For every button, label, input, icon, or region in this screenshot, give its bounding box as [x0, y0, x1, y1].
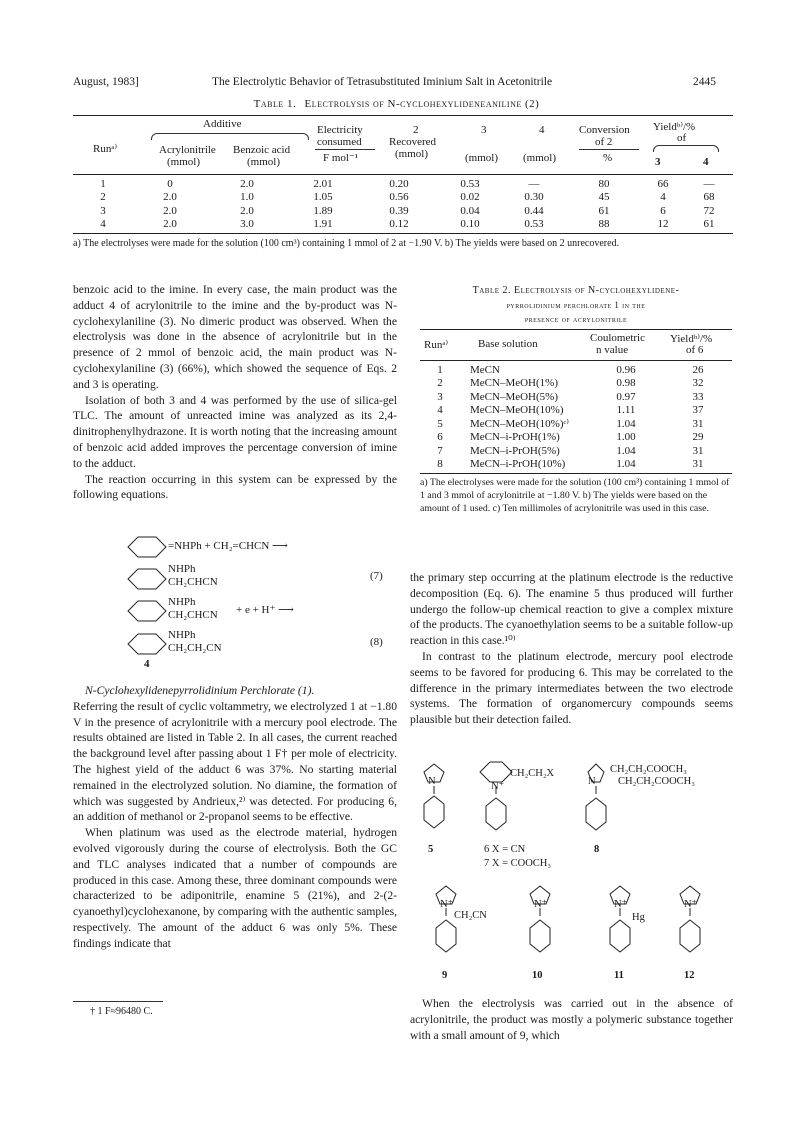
t1-additive-brace — [151, 133, 309, 140]
table2-caption-line3: presence of acrylonitrile — [524, 314, 628, 324]
table1-cell: 88 — [598, 218, 610, 231]
struct9-sub: CH₂CN — [454, 910, 487, 921]
table2-cell: 29 — [692, 431, 704, 444]
footnote-rule — [73, 1001, 163, 1002]
struct9-label: 9 — [442, 970, 448, 981]
t1-head-benzoic-unit: (mmol) — [247, 156, 280, 168]
table2-cell: 0.96 — [616, 363, 636, 376]
t1-head-4-unit: (mmol) — [523, 152, 556, 164]
eq8-compound-label: 4 — [144, 658, 150, 670]
struct5-label: 5 — [428, 844, 434, 855]
table2-row — [420, 404, 732, 418]
struct8-n: N — [588, 776, 596, 787]
table2 — [420, 329, 732, 515]
table2-row — [420, 431, 732, 445]
left-paragraph-3: The reaction occurring in this system can be expressed by the following equations. — [73, 472, 397, 502]
table2-cell: 7 — [437, 444, 443, 457]
eq8-tail: + e + H⁺ ⟶ — [236, 604, 294, 616]
table2-cell: 37 — [692, 404, 704, 417]
t2-head-coul1: Coulometric — [590, 332, 645, 344]
table1-cell: 1.91 — [313, 218, 333, 231]
table2-row — [420, 458, 732, 472]
struct10-label: 10 — [532, 970, 543, 981]
table1-cell: 0.02 — [460, 191, 480, 204]
t1-head-electricity-unit: F mol⁻¹ — [323, 152, 359, 164]
header-title: The Electrolytic Behavior of Tetrasubstituted Iminium Salt in Acetonitrile — [212, 76, 553, 88]
table2-cell: 31 — [692, 458, 704, 471]
table1-cell: 2.0 — [163, 218, 177, 231]
t1-electricity-rule — [315, 149, 375, 150]
table1 — [73, 115, 733, 250]
table1-cell: 0.04 — [460, 204, 480, 217]
table2-cell: MeCN — [470, 363, 500, 376]
struct9-n: N⁺ — [440, 899, 454, 910]
t1-head-yield: Yieldᵇ⁾/% — [653, 121, 696, 133]
left-column-bottom — [73, 683, 397, 952]
t2-head-base: Base solution — [478, 338, 538, 350]
struct12-n: N⁺ — [684, 899, 698, 910]
struct6-label: 6 X = CN — [484, 844, 526, 855]
table2-cell: 0.97 — [616, 390, 636, 403]
table1-cell: 0.53 — [524, 218, 544, 231]
table2-cell: 1.04 — [616, 458, 636, 471]
struct11-label: 11 — [614, 970, 624, 981]
struct7-label: 7 X = COOCH₃ — [484, 858, 552, 869]
table2-cell: MeCN–i-PrOH(10%) — [470, 458, 566, 471]
struct8-sub-b: CH₂CH₂COOCH₃ — [618, 776, 695, 787]
table1-cell: — — [528, 177, 540, 190]
table1-cell: 2 — [100, 191, 106, 204]
table1-row — [73, 218, 733, 232]
table1-cell: 68 — [703, 191, 715, 204]
table1-body — [73, 177, 733, 231]
table2-caption — [420, 284, 732, 326]
t1-head-additive: Additive — [203, 118, 242, 130]
table1-cell: 0.12 — [389, 218, 409, 231]
t1-head-electricity2: consumed — [317, 136, 362, 148]
table2-cell: 8 — [437, 458, 443, 471]
table2-cell: MeCN–i-PrOH(1%) — [470, 431, 560, 444]
table2-row — [420, 377, 732, 391]
eq8-sub1: NHPh — [168, 596, 196, 608]
t1-head-run: Runᵃ⁾ — [93, 143, 118, 155]
table1-cell: 1.89 — [313, 204, 333, 217]
cyclohexane-rings — [118, 534, 170, 674]
table2-cell: 1.11 — [616, 404, 636, 417]
t1-head-recovered-unit: (mmol) — [395, 148, 428, 160]
t1-head-4: 4 — [539, 124, 545, 136]
table1-cell: 61 — [598, 204, 610, 217]
table1-title: Electrolysis of N-cyclohexylideneaniline (2) — [304, 98, 540, 110]
table2-row — [420, 417, 732, 431]
table1-cell: 12 — [657, 218, 669, 231]
table1-cell: 3 — [100, 204, 106, 217]
equations-block — [118, 534, 398, 674]
t2-head-run: Runᵃ⁾ — [424, 339, 449, 351]
table2-cell: 33 — [692, 390, 704, 403]
table1-cell: 2.0 — [240, 177, 254, 190]
table1-cell: 45 — [598, 191, 610, 204]
right-paragraph-2: In contrast to the platinum electrode, mercury pool electrode seems to be favored for producing 6. This may be correlated to the difference in the primary intermediates between the two electrode systems. The formation of organomercury compounds seems plausible but their detection failed. — [410, 649, 733, 727]
table1-cell: 2.0 — [163, 204, 177, 217]
table2-cell: 26 — [692, 363, 704, 376]
t1-head-benzoic: Benzoic acid — [233, 144, 291, 156]
table1-cell: — — [703, 177, 715, 190]
table1-cell: 0.39 — [389, 204, 409, 217]
table2-cell: 0.98 — [616, 377, 636, 390]
table1-cell: 1.05 — [313, 191, 333, 204]
table2-row — [420, 363, 732, 377]
page-number: 2445 — [693, 76, 716, 88]
table2-cell: 1.04 — [616, 417, 636, 430]
table1-label: Table 1. — [253, 98, 297, 110]
table1-cell: 1.0 — [240, 191, 254, 204]
table2-row — [420, 444, 732, 458]
table2-body — [420, 363, 732, 471]
table2-caption-line2: pyrrolidinium perchlorate 1 in the — [506, 300, 646, 310]
t1-conversion-rule — [579, 149, 639, 150]
eq8-number: (8) — [370, 636, 383, 648]
t2-head-yield1: Yieldᵇ⁾/% — [670, 333, 713, 345]
table1-cell: 4 — [660, 191, 666, 204]
t1-head-acryl: Acrylonitrile — [159, 144, 216, 156]
table2-cell: MeCN–i-PrOH(5%) — [470, 444, 560, 457]
t1-head-3: 3 — [481, 124, 487, 136]
table1-cell: 0.10 — [460, 218, 480, 231]
table1-cell: 66 — [657, 177, 669, 190]
t1-head-y4: 4 — [703, 156, 709, 168]
table1-row — [73, 204, 733, 218]
table1-cell: 0 — [167, 177, 173, 190]
t1-head-recovered-num: 2 — [413, 124, 419, 136]
eq8-prod1: NHPh — [168, 629, 196, 641]
t2-head-coul2: n value — [596, 344, 629, 356]
struct8-sub-a: CH₂CH₂COOCH₃ — [610, 764, 687, 775]
struct11-sub: Hg — [632, 912, 645, 923]
left-column-top — [73, 282, 397, 503]
table1-cell: 2.0 — [163, 191, 177, 204]
table1-cell: 2.01 — [313, 177, 333, 190]
left-paragraph-1: benzoic acid to the imine. In every case, the main product was the adduct 4 of acrylonitrile to the imine and the by-product was N-cyclohexylaniline (3). No dimeric product was observed. When the electrolysis was done in the absence of acrylonitrile but in the presence of 2 mmol of benzoic acid, the main product was N-cyclohexylaniline (3) (66%), which showed the sequence of Eqs. 2 and 3 is operating. — [73, 283, 397, 391]
table2-cell: 3 — [437, 390, 443, 403]
table1-row — [73, 177, 733, 191]
eq7-sub1: NHPh — [168, 563, 196, 575]
t1-yield-brace — [653, 145, 719, 152]
table1-header — [73, 116, 733, 174]
table1-cell: 1 — [100, 177, 106, 190]
left-paragraph-5: When platinum was used as the electrode material, hydrogen evolved vigorously during the course of electrolysis. Both the GC and TLC analyses indicated that a number of compounds are produced in this case. Among these, three dominant compounds were characterized to be adiponitrile, enamine 5 (21%), and 2-(2-cyanoethyl)cyclohexanone, by comparing with the authentic samples, respectively. The amount of the adduct 6 was only 5%. These findings indicate that — [73, 826, 397, 950]
struct6-n: N⁺ — [491, 781, 505, 792]
table2-cell: 1.04 — [616, 444, 636, 457]
struct6-sub: CH₂CH₂X — [510, 768, 555, 779]
section-title-text: N-Cyclohexylidenepyrrolidinium Perchlorate (1). — [85, 684, 315, 697]
table1-cell: 0.30 — [524, 191, 544, 204]
table1-cell: 0.20 — [389, 177, 409, 190]
struct5-n: N — [428, 776, 436, 787]
t1-head-y3: 3 — [655, 156, 661, 168]
table2-cell: 31 — [692, 444, 704, 457]
section-title — [73, 683, 397, 699]
t1-head-conversion2: of 2 — [595, 136, 613, 148]
t1-head-conversion: Conversion — [579, 124, 630, 136]
t1-head-recovered: Recovered — [389, 136, 437, 148]
eq7-number: (7) — [370, 570, 383, 582]
table2-caption-line1: Table 2. Electrolysis of N-cyclohexylidene- — [472, 285, 680, 296]
struct8-label: 8 — [594, 844, 600, 855]
table2-cell: MeCN–MeOH(5%) — [470, 390, 558, 403]
table1-cell: 0.56 — [389, 191, 409, 204]
table2-cell: MeCN–MeOH(1%) — [470, 377, 558, 390]
table1-footnote: a) The electrolyses were made for the solution (100 cm³) containing 1 mmol of 2 at −1.90 V. b) The yields were based on 2 unrecovered. — [73, 238, 620, 249]
table2-header — [420, 330, 732, 360]
right-paragraph-1: the primary step occurring at the platinum electrode is the reductive decomposition (Eq. 6). The enamine 5 thus produced will further undergo the follow-up chemical reaction to give a complex mixture of the products. The cyanoethylation seems to be a suitable follow-up reaction in this case.¹⁰⁾ — [410, 571, 733, 648]
table1-cell: 0.44 — [524, 204, 544, 217]
left-paragraph-2: Isolation of both 3 and 4 was performed by the use of silica-gel TLC. The amount of unreacted imine was analyzed as its 2,4-dinitrophenylhydrazone. It is worth noting that the increasing amount of benzoic acid added improves the percentage conversion of imine to the adduct. — [73, 393, 397, 470]
table2-cell: 5 — [437, 417, 443, 430]
t1-head-conversion-unit: % — [603, 152, 613, 164]
t1-head-electricity: Electricity — [317, 124, 363, 136]
table2-cell: 4 — [437, 404, 443, 417]
table1-cell: 4 — [100, 218, 106, 231]
table2-cell: MeCN–MeOH(10%)ᶜ⁾ — [470, 418, 569, 431]
table1-cell: 0.53 — [460, 177, 480, 190]
table2-cell: 31 — [692, 417, 704, 430]
table1-row — [73, 191, 733, 205]
table1-cell: 2.0 — [240, 204, 254, 217]
right-column-bottom — [410, 996, 733, 1043]
eq7-line1: =NHPh + CH₂=CHCN ⟶ — [168, 540, 288, 552]
right-column-top — [410, 570, 733, 728]
table2-footnote: a) The electrolyses were made for the solution (100 cm³) containing 1 mmol of 1 and 3 mmol of acrylonitrile at −1.80 V. b) The yields were based on the amount of 1 used. c) Ten millimoles of acrylonitrile was used in this case. — [420, 477, 730, 514]
left-paragraph-4: Referring the result of cyclic voltammetry, we electrolyzed 1 at −1.80 V in the presence of acrylonitrile with a mercury pool electrode. The results obtained are listed in Table 2. In all cases, the current reached the background level after passing about 1 F† per mole of electricity. The highest yield of the adduct 6 was 37%. No starting material remained in the electrolyzed solution. No diamine, the formation of which was suggested by Andrieux,²⁾ was detected. For producing 6, an addition of methanol or 2-propanol seems to be effective. — [73, 699, 397, 824]
t1-head-yield2: of — [677, 132, 687, 144]
left-footnote: † 1 F≈96480 C. — [90, 1006, 153, 1017]
table2-row — [420, 390, 732, 404]
table1-cell: 72 — [703, 204, 715, 217]
eq8-sub2: CH₂CHCN — [168, 609, 218, 621]
struct10-n: N⁺ — [534, 899, 548, 910]
table2-cell: MeCN–MeOH(10%) — [470, 404, 564, 417]
eq8-prod2: CH₂CH₂CN — [168, 642, 222, 654]
eq7-sub2: CH₂CHCN — [168, 576, 218, 588]
table1-cell: 61 — [703, 218, 715, 231]
table1-cell: 6 — [660, 204, 666, 217]
t1-head-3-unit: (mmol) — [465, 152, 498, 164]
table2-cell: 1 — [437, 363, 443, 376]
table2-cell: 2 — [437, 377, 443, 390]
table2-cell: 6 — [437, 431, 443, 444]
table1-caption — [0, 98, 793, 110]
structures-figure — [410, 760, 733, 990]
table2-cell: 1.00 — [616, 431, 636, 444]
structures-drawing — [410, 760, 733, 990]
header-left: August, 1983] — [73, 76, 139, 88]
struct12-label: 12 — [684, 970, 695, 981]
struct11-n: N⁺ — [614, 899, 628, 910]
t1-head-acryl-unit: (mmol) — [167, 156, 200, 168]
table1-cell: 80 — [598, 177, 610, 190]
t2-head-yield2: of 6 — [686, 344, 704, 356]
table2-cell: 32 — [692, 377, 704, 390]
right-paragraph-3: When the electrolysis was carried out in the absence of acrylonitrile, the product was mostly a polymeric substance together with a small amount of 9, which — [410, 997, 733, 1042]
table1-cell: 3.0 — [240, 218, 254, 231]
